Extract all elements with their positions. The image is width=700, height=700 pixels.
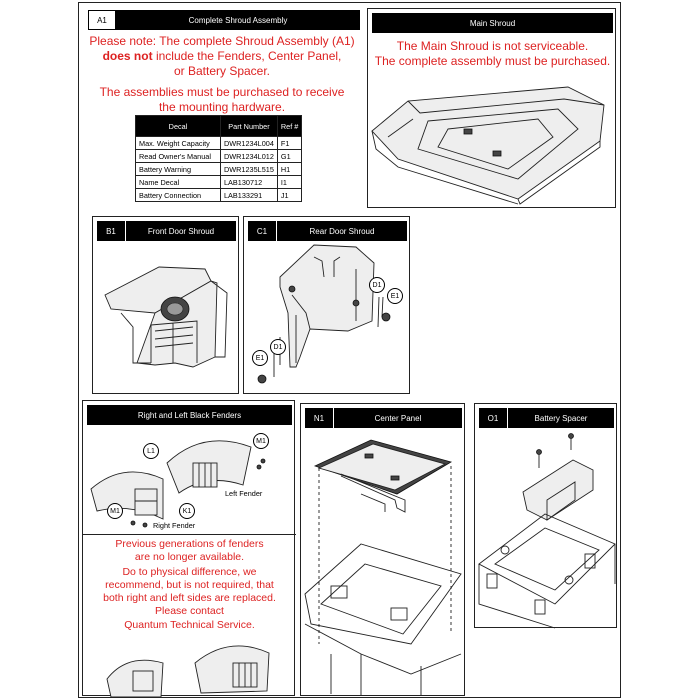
- table-cell: J1: [277, 189, 301, 202]
- ref-code: O1: [479, 408, 508, 428]
- panel-title: Right and Left Black Fenders: [137, 410, 242, 420]
- left-fender-label: Left Fender: [225, 489, 263, 498]
- note-line: Previous generations of fenders: [115, 538, 264, 550]
- table-cell: LAB130712: [221, 176, 278, 189]
- table-row: [136, 150, 302, 163]
- panel-main-shroud: [367, 8, 616, 208]
- rear-door-drawing: [244, 217, 411, 395]
- callout-d1-bottom: D1: [270, 339, 286, 355]
- front-door-drawing: [93, 217, 240, 395]
- panel-rear-door-shroud: [243, 216, 410, 394]
- note-line: The assemblies must be purchased to receive: [99, 85, 345, 99]
- table-row: [136, 176, 302, 189]
- hardware-note: [82, 85, 362, 115]
- table-row: [136, 189, 302, 202]
- panel-battery-spacer: [474, 403, 617, 628]
- note-line: Quantum Technical Service.: [124, 618, 255, 631]
- ref-code: B1: [97, 221, 126, 241]
- table-cell: G1: [277, 150, 301, 163]
- note-emphasis: does not: [102, 49, 153, 63]
- table-cell: DWR1235L515: [221, 163, 278, 176]
- note-text: include the Fenders, Center Panel,: [155, 49, 342, 63]
- note-line: the mounting hardware.: [158, 100, 286, 114]
- column-header: Ref #: [277, 116, 301, 137]
- note-line: both right and left sides are replaced.: [103, 592, 276, 605]
- main-shroud-drawing: [368, 9, 617, 209]
- table-cell: Battery Connection: [136, 189, 221, 202]
- callout-k1: K1: [179, 503, 195, 519]
- note-line: or Battery Spacer.: [173, 64, 271, 78]
- table-row: [136, 137, 302, 150]
- divider: [83, 534, 296, 535]
- panel-center-panel: [300, 403, 465, 696]
- table-cell: Battery Warning: [136, 163, 221, 176]
- note-line: recommend, but is not required, that: [105, 579, 274, 592]
- panel-title: Front Door Shroud: [147, 226, 215, 236]
- table-cell: Max. Weight Capacity: [136, 137, 221, 150]
- note-line: The Main Shroud is not serviceable.: [396, 39, 589, 53]
- panel-front-door-shroud: [92, 216, 239, 394]
- callout-d1-top: D1: [369, 277, 385, 293]
- column-header: Part Number: [221, 116, 278, 137]
- panel-title: Main Shroud: [469, 18, 516, 28]
- table-cell: H1: [277, 163, 301, 176]
- ref-code: N1: [305, 408, 334, 428]
- note-line: are no longer available.: [134, 551, 245, 564]
- panel-title: Battery Spacer: [534, 413, 588, 423]
- decal-table: [135, 115, 302, 202]
- panel-fenders: [82, 400, 295, 696]
- table-cell: DWR1234L004: [221, 137, 278, 150]
- callout-m1-right: M1: [107, 503, 123, 519]
- battery-spacer-drawing: [475, 404, 618, 629]
- table-cell: Read Owner's Manual: [136, 150, 221, 163]
- right-fender-label: Right Fender: [153, 521, 196, 530]
- ref-code: A1: [88, 10, 116, 30]
- note-line: Please note: The complete Shroud Assembly (A1): [89, 34, 355, 48]
- callout-l1: L1: [143, 443, 159, 459]
- table-cell: F1: [277, 137, 301, 150]
- fender-replacement-note: [83, 566, 296, 632]
- shroud-note: [82, 34, 362, 79]
- fender-availability-note: [83, 538, 296, 564]
- note-line: Please contact: [155, 605, 224, 618]
- note-line: [82, 49, 362, 64]
- callout-e1-top: E1: [387, 288, 403, 304]
- note-line: Do to physical difference, we: [122, 566, 257, 578]
- table-row: [136, 163, 302, 176]
- panel-title: Center Panel: [374, 413, 422, 423]
- panel-title: Complete Shroud Assembly: [188, 15, 288, 25]
- panel-complete-shroud: [82, 8, 362, 215]
- table-header-row: [136, 116, 302, 137]
- callout-m1-left: M1: [253, 433, 269, 449]
- table-cell: LAB133291: [221, 189, 278, 202]
- callout-e1-bottom: E1: [252, 350, 268, 366]
- panel-header: [88, 10, 360, 30]
- note-line: The complete assembly must be purchased.: [374, 54, 611, 68]
- ref-code: C1: [248, 221, 277, 241]
- center-panel-drawing: [301, 404, 466, 697]
- table-cell: Name Decal: [136, 176, 221, 189]
- column-header: Decal: [136, 116, 221, 137]
- table-cell: I1: [277, 176, 301, 189]
- table-cell: DWR1234L012: [221, 150, 278, 163]
- panel-title: Rear Door Shroud: [309, 226, 375, 236]
